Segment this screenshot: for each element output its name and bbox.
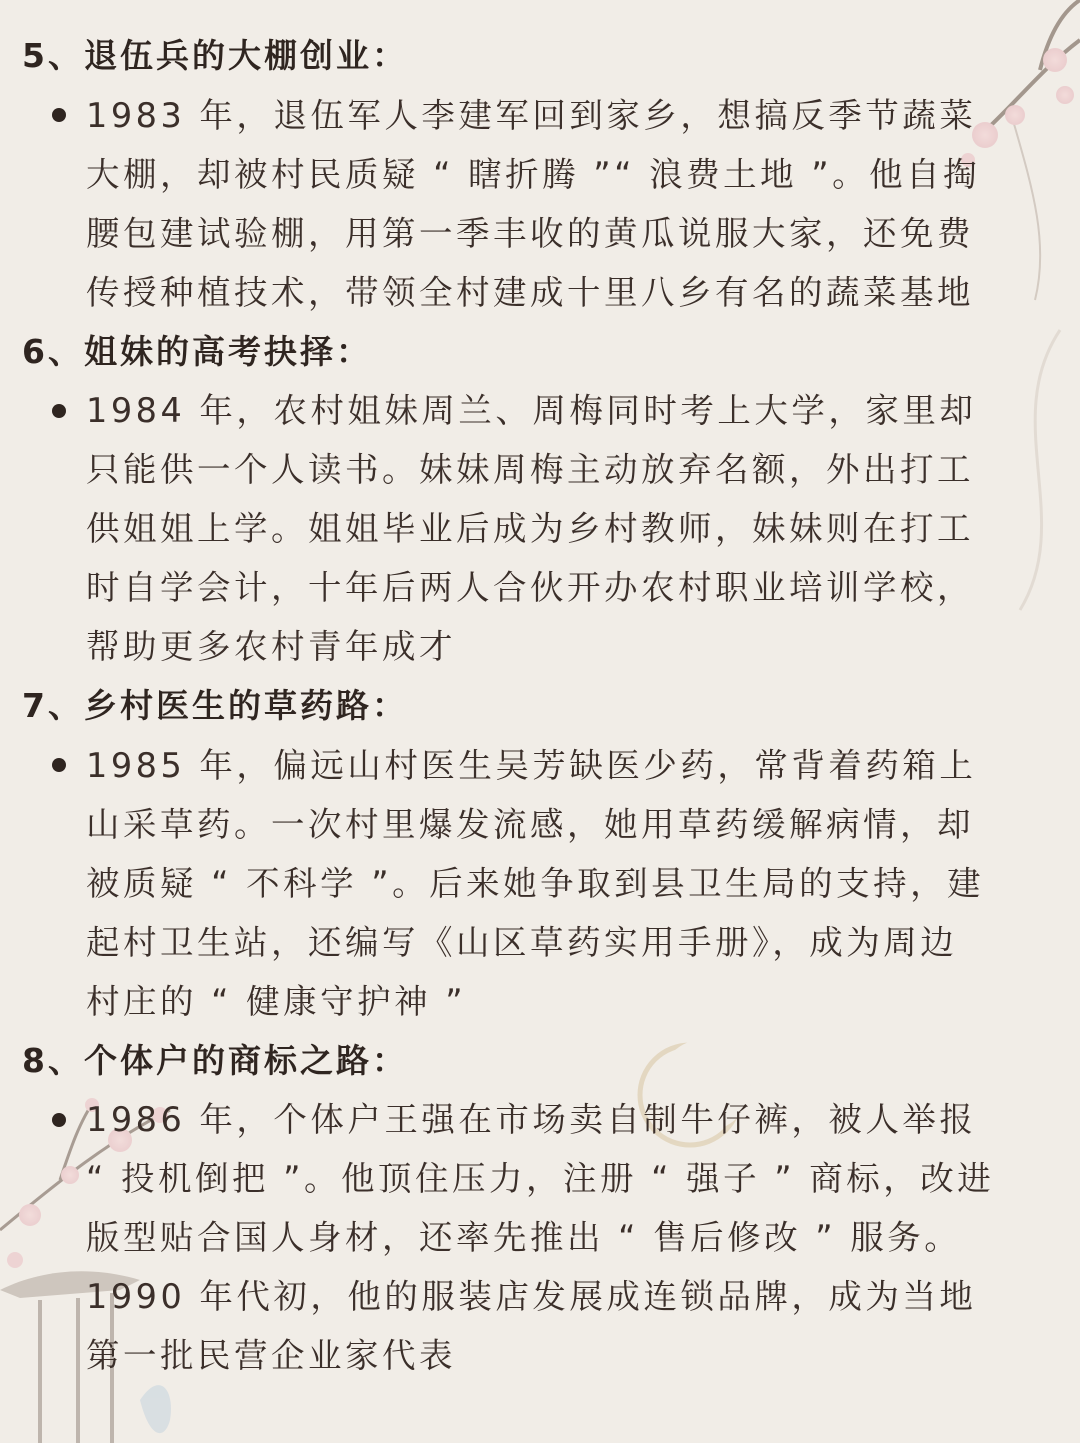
text-line: 山采草药。一次村里爆发流感，她用草药缓解病情，却 — [86, 805, 974, 844]
text-line: 村庄的 “ 健康守护神 ” — [86, 982, 467, 1021]
text-line: 第一批民营企业家代表 — [86, 1336, 456, 1375]
bullet-icon — [52, 108, 66, 122]
text-line: “ 投机倒把 ”。他顶住压力，注册 “ 强子 ” 商标，改进 — [86, 1159, 995, 1198]
text-line: 版型贴合国人身材，还率先推出 “ 售后修改 ” 服务。 — [86, 1218, 962, 1257]
text-line: 腰包建试验棚，用第一季丰收的黄瓜说服大家，还免费 — [86, 214, 974, 253]
text-line: 1986 年，个体户王强在市场卖自制牛仔裤，被人举报 — [86, 1100, 977, 1139]
bullet-icon — [52, 758, 66, 772]
text-line: 1983 年，退伍军人李建军回到家乡，想搞反季节蔬菜 — [86, 96, 977, 135]
section-heading-6: 6、姐妹的高考抉择： — [22, 332, 372, 371]
text-line: 传授种植技术，带领全村建成十里八乡有名的蔬菜基地 — [86, 273, 974, 312]
section-heading-5: 5、退伍兵的大棚创业： — [22, 36, 408, 75]
text-line: 1984 年，农村姐妹周兰、周梅同时考上大学，家里却 — [86, 391, 977, 430]
text-line: 只能供一个人读书。妹妹周梅主动放弃名额，外出打工 — [86, 450, 974, 489]
text-line: 被质疑 “ 不科学 ”。后来她争取到县卫生局的支持，建 — [86, 864, 985, 903]
section-heading-8: 8、个体户的商标之路： — [22, 1041, 408, 1080]
text-line: 1985 年，偏远山村医生吴芳缺医少药，常背着药箱上 — [86, 746, 977, 785]
section-paragraph-6 — [86, 381, 1061, 676]
section-paragraph-8 — [86, 1090, 1061, 1385]
text-line: 帮助更多农村青年成才 — [86, 627, 456, 666]
section-paragraph-7 — [86, 736, 1061, 1031]
section-paragraph-5 — [86, 86, 1061, 322]
text-line: 供姐姐上学。姐姐毕业后成为乡村教师，妹妹则在打工 — [86, 509, 974, 548]
text-line: 起村卫生站，还编写《山区草药实用手册》，成为周边 — [86, 923, 958, 962]
text-line: 时自学会计，十年后两人合伙开办农村职业培训学校， — [86, 568, 974, 607]
bullet-icon — [52, 404, 66, 418]
bullet-icon — [52, 1113, 66, 1127]
text-line: 大棚，却被村民质疑 “ 瞎折腾 ”“ 浪费土地 ”。他自掏 — [86, 155, 981, 194]
text-line: 1990 年代初，他的服装店发展成连锁品牌，成为当地 — [86, 1277, 977, 1316]
section-heading-7: 7、乡村医生的草药路： — [22, 686, 408, 725]
